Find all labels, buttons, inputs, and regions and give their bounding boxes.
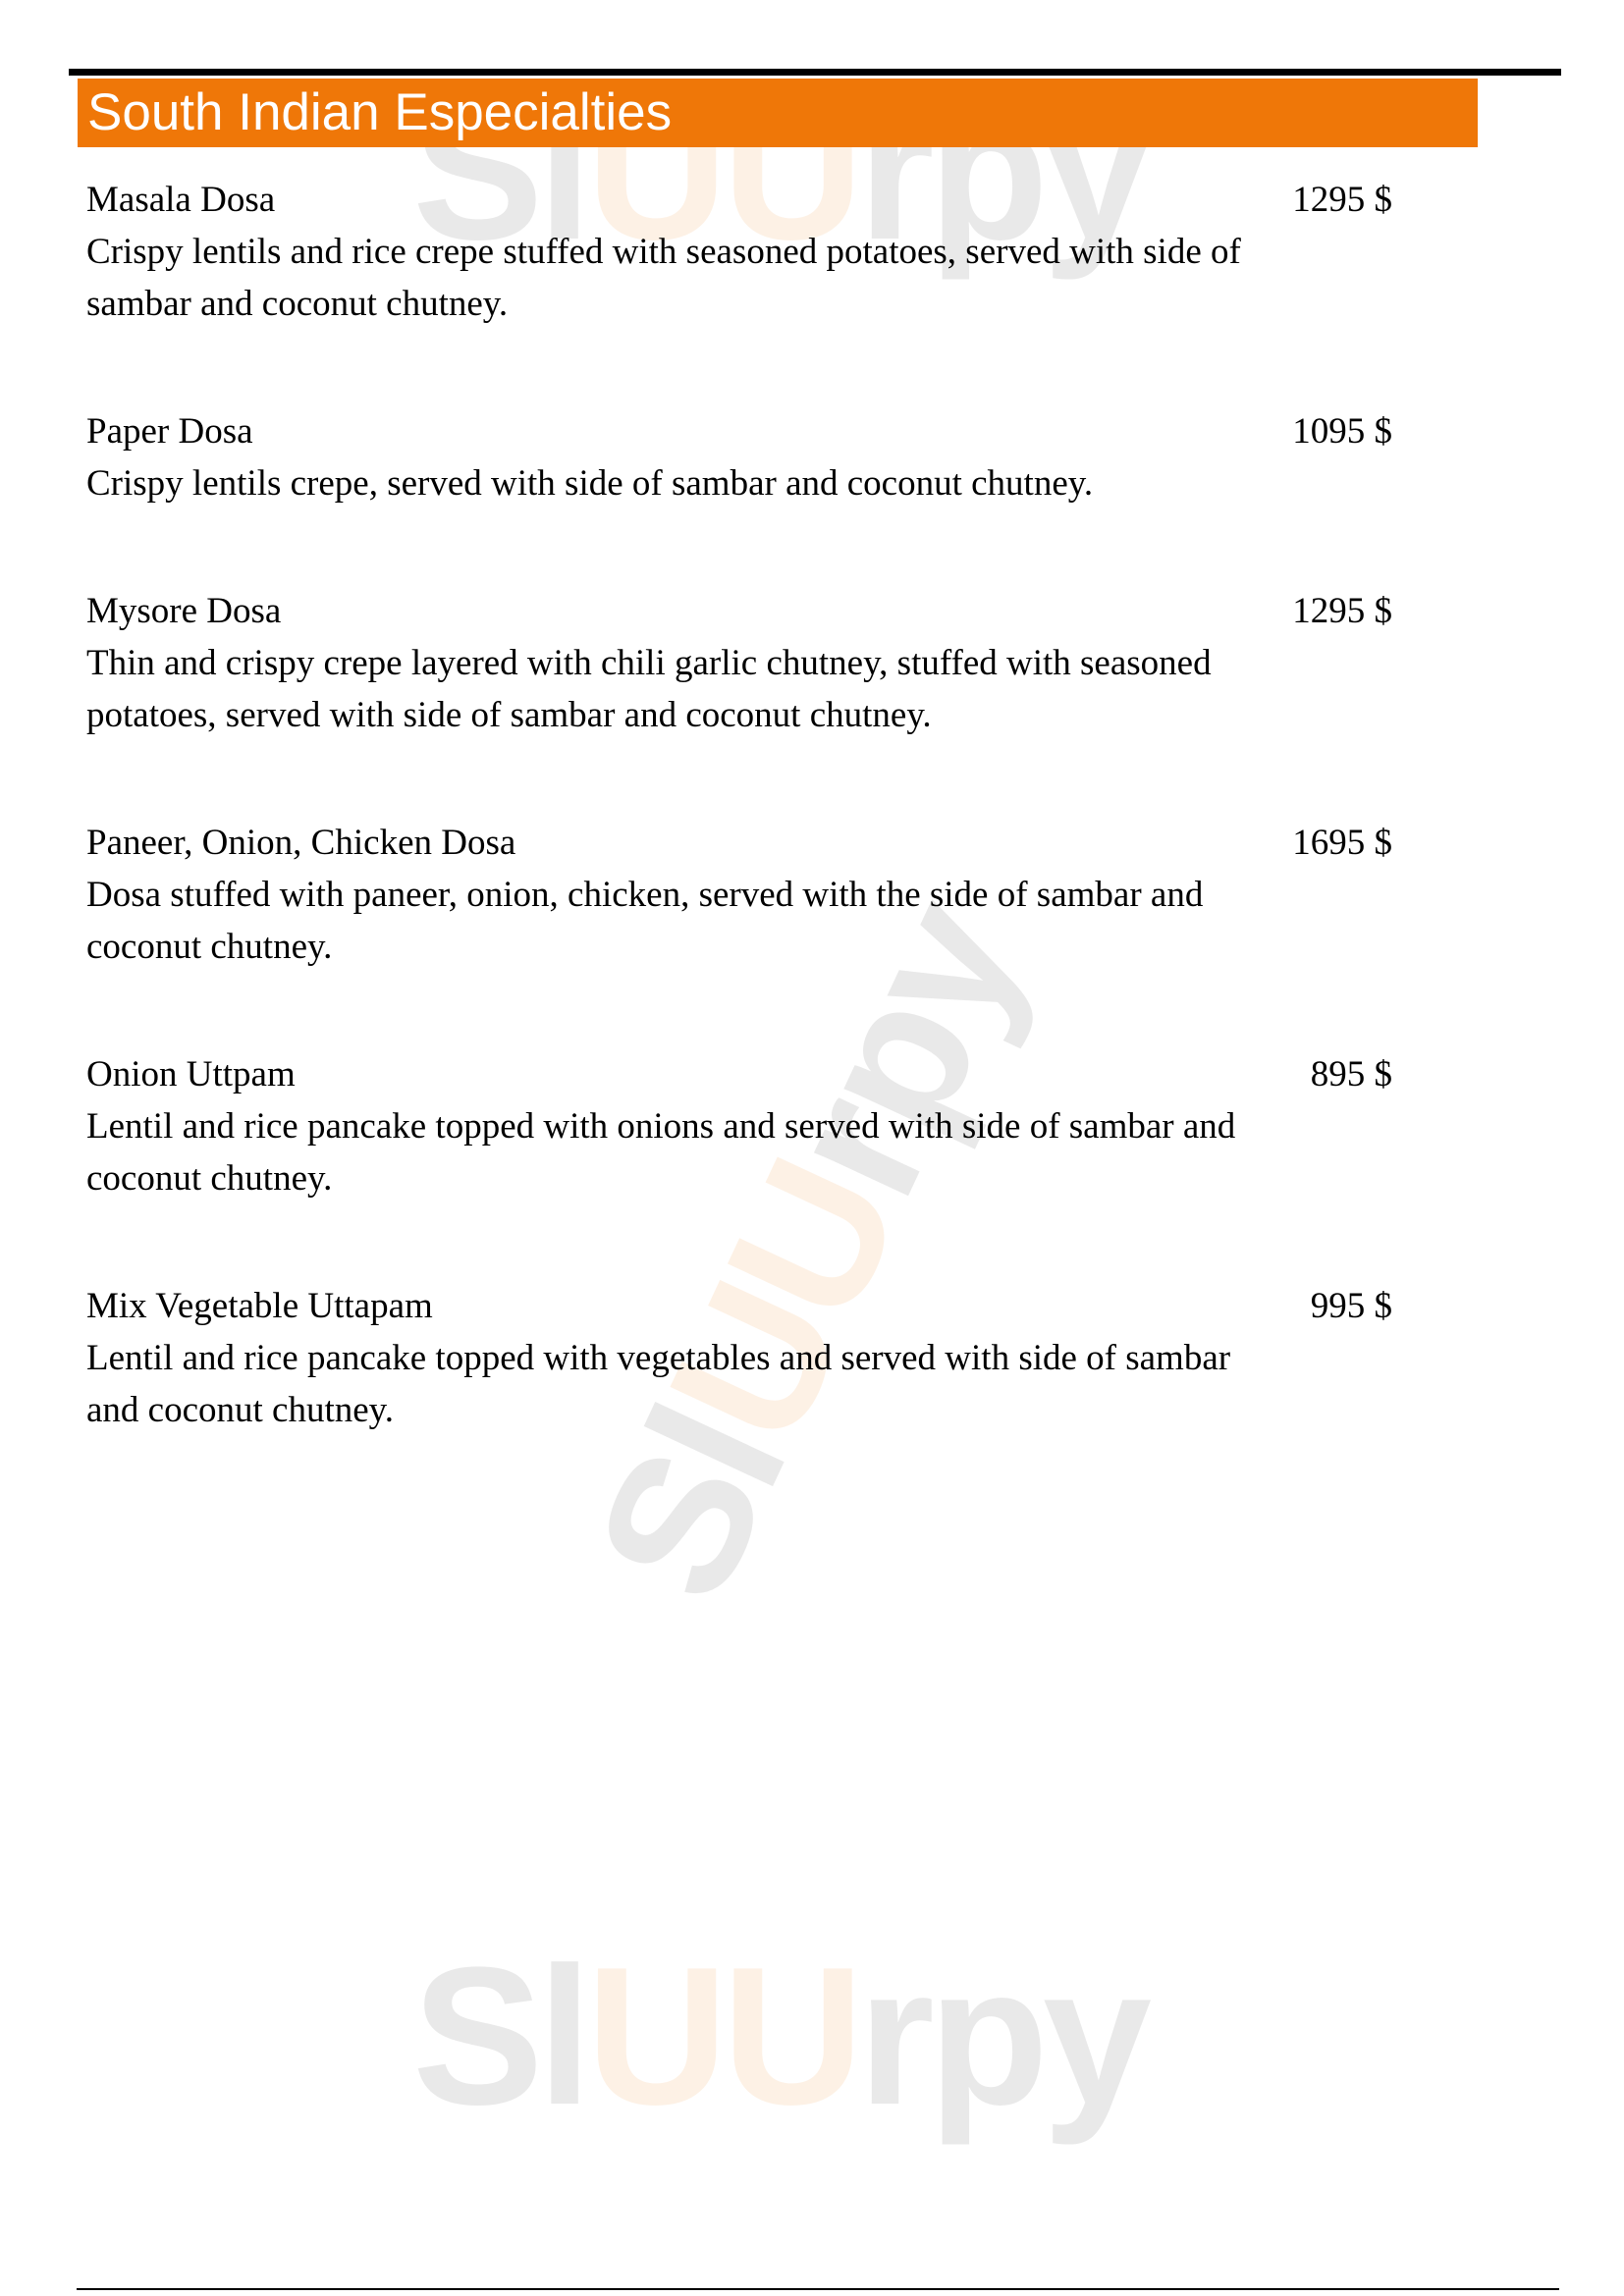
watermark-text-grey: Sl — [554, 1379, 827, 1630]
watermark-text-grey-2: rpy — [741, 873, 1063, 1227]
watermark-text-grey: Sl — [412, 62, 586, 281]
menu-item-description: Thin and crispy crepe layered with chili garlic chutney, stuffed with seasoned potatoes, served with side of sambar and coconut chutney. — [86, 643, 1212, 735]
watermark-logo — [551, 872, 1065, 1631]
menu-item — [86, 175, 1392, 330]
menu-item-description: Crispy lentils and rice crepe stuffed with seasoned potatoes, served with side of sambar and coconut chutney. — [86, 232, 1241, 324]
watermark-logo — [412, 1924, 1146, 2150]
menu-item-price: 1095 $ — [1292, 411, 1392, 452]
menu-item-name: Mysore Dosa — [86, 591, 282, 631]
watermark-text-orange: UU — [626, 1133, 942, 1473]
menu-item-description: Lentil and rice pancake topped with onions and served with side of sambar and coconut chutney. — [86, 1106, 1236, 1199]
watermark-text-orange: UU — [585, 62, 858, 281]
menu-item — [86, 1281, 1392, 1436]
menu-item — [86, 586, 1392, 741]
section-header — [78, 79, 1478, 147]
menu-item-price: 1695 $ — [1292, 823, 1392, 863]
menu-item — [86, 406, 1392, 509]
menu-item-name: Mix Vegetable Uttapam — [86, 1286, 433, 1326]
menu-item-name: Paneer, Onion, Chicken Dosa — [86, 823, 516, 863]
watermark-text-grey-2: rpy — [857, 1927, 1147, 2146]
bottom-divider — [77, 2288, 1559, 2290]
menu-item-name: Masala Dosa — [86, 180, 276, 220]
menu-item — [86, 818, 1392, 973]
menu-item-price: 895 $ — [1310, 1054, 1392, 1095]
menu-item-description: Lentil and rice pancake topped with vegetables and served with side of sambar and coconut chutney. — [86, 1338, 1231, 1430]
menu-item-price: 1295 $ — [1292, 591, 1392, 631]
menu-item-name: Paper Dosa — [86, 411, 253, 452]
menu-item-price: 995 $ — [1310, 1286, 1392, 1326]
section-title: South Indian Especialties — [87, 83, 673, 141]
menu-item-price: 1295 $ — [1292, 180, 1392, 220]
watermark-text-grey: Sl — [412, 1927, 586, 2146]
top-divider — [69, 69, 1561, 76]
menu-item-description: Crispy lentils crepe, served with side of sambar and coconut chutney. — [86, 463, 1094, 504]
watermark-text-orange: UU — [585, 1927, 858, 2146]
menu-item-description: Dosa stuffed with paneer, onion, chicken, served with the side of sambar and coconut chutney. — [86, 875, 1204, 967]
menu-item — [86, 1049, 1392, 1204]
watermark-text-grey-2: rpy — [857, 62, 1147, 281]
menu-item-name: Onion Uttpam — [86, 1054, 296, 1095]
